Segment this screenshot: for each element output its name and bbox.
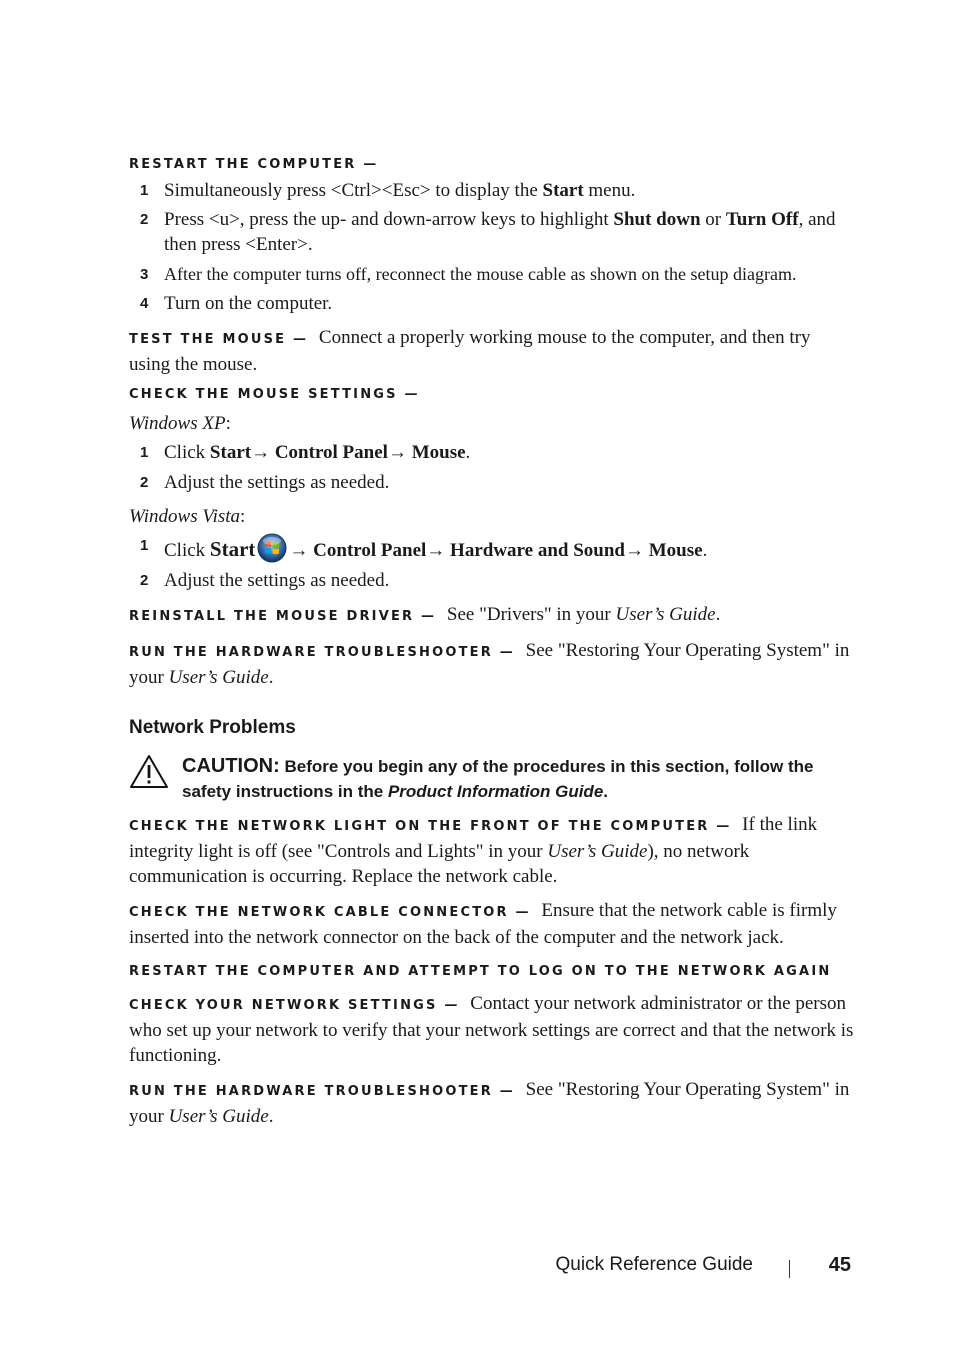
reinstall-driver-paragraph: REINSTALL THE MOUSE DRIVER — See "Drivers" in your User’s Guide.: [129, 604, 721, 625]
footer-divider: [789, 1260, 790, 1278]
run-hardware-troubleshooter-heading: RUN THE HARDWARE TROUBLESHOOTER —: [129, 645, 515, 660]
list-item: 2 Adjust the settings as needed.: [140, 570, 390, 591]
reinstall-driver-heading: REINSTALL THE MOUSE DRIVER —: [129, 609, 437, 624]
check-network-settings-paragraph: CHECK YOUR NETWORK SETTINGS — Contact your network administrator or the person who set up your network to verify that your network settings are correct and that the network is functioning.: [129, 993, 854, 1066]
test-mouse-heading: TEST THE MOUSE —: [129, 332, 309, 347]
check-network-cable-heading: CHECK THE NETWORK CABLE CONNECTOR —: [129, 905, 531, 920]
list-item: 2 Press <u>, press the up- and down-arrow keys to highlight Shut down or Turn Off, and then press <Enter>.: [140, 209, 836, 255]
check-network-settings-heading: CHECK YOUR NETWORK SETTINGS —: [129, 998, 460, 1013]
restart-section: [129, 157, 854, 316]
list-item: 3 After the computer turns off, reconnect the mouse cable as shown on the setup diagram.: [140, 264, 797, 284]
caution-label: CAUTION:: [182, 755, 280, 777]
check-network-light-paragraph: CHECK THE NETWORK LIGHT ON THE FRONT OF THE COMPUTER — If the link integrity light is off (see "Controls and Lights" in your User’s Guide), no network communication is occurring. Replace the network cable.: [129, 814, 818, 887]
page-number: 45: [828, 1254, 851, 1276]
check-mouse-settings-heading: CHECK THE MOUSE SETTINGS —: [129, 387, 420, 402]
caution-notice: CAUTION: Before you begin any of the procedures in this section, follow the safety instructions in the Product Information Guide.: [129, 754, 854, 804]
restart-heading: RESTART THE COMPUTER —: [129, 157, 379, 172]
list-item: 4 Turn on the computer.: [140, 293, 333, 314]
warning-triangle-icon: [129, 754, 169, 790]
run-hardware-troubleshooter-paragraph-2: RUN THE HARDWARE TROUBLESHOOTER — See "Restoring Your Operating System" in your User’s Guide.: [129, 1079, 850, 1127]
check-network-light-heading: CHECK THE NETWORK LIGHT ON THE FRONT OF THE COMPUTER —: [129, 819, 732, 834]
page-footer: [0, 1254, 954, 1284]
windows-start-orb-icon: [257, 533, 287, 563]
test-mouse-paragraph: TEST THE MOUSE — Connect a properly working mouse to the computer, and then try using the mouse.: [129, 327, 811, 375]
windows-vista-label: Windows Vista:: [129, 506, 246, 527]
list-item: 1 Click Start → Control Panel→ Hardware and Sound→ Mouse.: [129, 533, 854, 563]
list-item: 1 Click Start→ Control Panel→ Mouse.: [140, 442, 471, 463]
restart-steps: [129, 178, 854, 316]
run-hardware-troubleshooter-paragraph: RUN THE HARDWARE TROUBLESHOOTER — See "Restoring Your Operating System" in your User’s Guide.: [129, 640, 850, 688]
page-content: [129, 150, 854, 1129]
windows-xp-label: Windows XP:: [129, 413, 231, 434]
restart-logon-heading: RESTART THE COMPUTER AND ATTEMPT TO LOG ON TO THE NETWORK AGAIN: [129, 964, 832, 979]
list-item: 1 Simultaneously press <Ctrl><Esc> to display the Start menu.: [140, 180, 636, 201]
list-item: 2 Adjust the settings as needed.: [140, 472, 390, 493]
network-problems-title: Network Problems: [129, 717, 296, 738]
run-hardware-troubleshooter-heading-2: RUN THE HARDWARE TROUBLESHOOTER —: [129, 1084, 515, 1099]
footer-guide-title: Quick Reference Guide: [555, 1254, 753, 1275]
check-network-cable-paragraph: CHECK THE NETWORK CABLE CONNECTOR — Ensure that the network cable is firmly inserted into the network connector on the back of the computer and the network jack.: [129, 900, 837, 948]
check-mouse-settings-section: [129, 387, 854, 593]
